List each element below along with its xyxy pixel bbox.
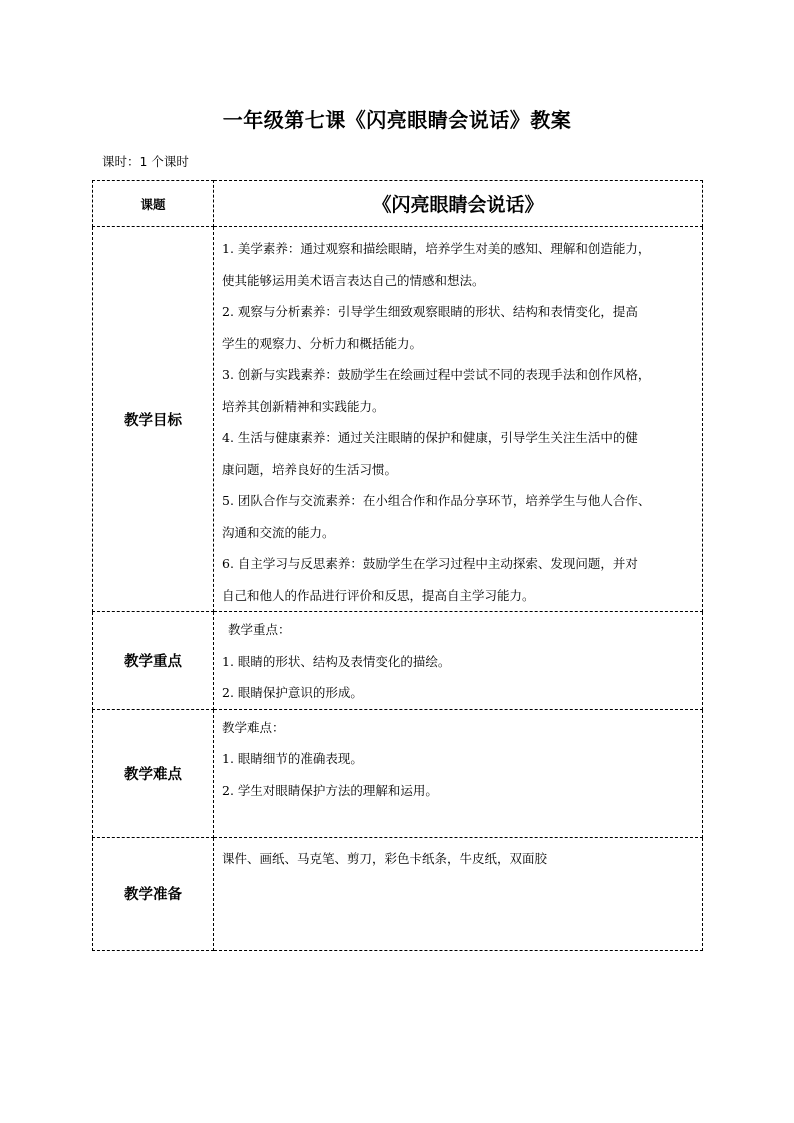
difficulties-label: 教学难点 <box>93 709 214 837</box>
objective-line: 沟通和交流的能力。 <box>222 524 335 540</box>
objective-line: 5. 团队合作与交流素养：在小组合作和作品分享环节，培养学生与他人合作、 <box>222 493 651 508</box>
document-title: 一年级第七课《闪亮眼睛会说话》教案 <box>222 108 572 132</box>
objective-line: 3. 创新与实践素养：鼓励学生在绘画过程中尝试不同的表现手法和创作风格， <box>222 367 651 382</box>
lesson-topic: 《闪亮眼睛会说话》 <box>372 194 544 216</box>
key-points-row <box>93 612 703 710</box>
topic-row <box>93 181 703 227</box>
objectives-content <box>214 227 703 612</box>
difficulties-row <box>93 709 703 837</box>
lesson-plan-table <box>92 180 703 951</box>
topic-cell <box>214 181 703 227</box>
key-points-label: 教学重点 <box>93 612 214 710</box>
objective-line: 6. 自主学习与反思素养：鼓励学生在学习过程中主动探索、发现问题，并对 <box>222 556 638 571</box>
objective-line: 4. 生活与健康素养：通过关注眼睛的保护和健康，引导学生关注生活中的健 <box>222 430 638 445</box>
objective-line: 使其能够运用美术语言表达自己的情感和想法。 <box>222 272 485 288</box>
difficulties-content <box>214 709 703 837</box>
topic-label: 课题 <box>93 181 214 227</box>
objective-line: 1. 美学素养：通过观察和描绘眼睛，培养学生对美的感知、理解和创造能力， <box>222 241 651 256</box>
objective-line: 康问题，培养良好的生活习惯。 <box>222 461 398 477</box>
objective-line: 学生的观察力、分析力和概括能力。 <box>222 335 423 351</box>
objectives-label: 教学目标 <box>93 227 214 612</box>
difficulty-item: 1. 眼睛细节的准确表现。 <box>222 751 363 766</box>
objective-line: 自己和他人的作品进行评价和反思，提高自主学习能力。 <box>222 587 535 603</box>
difficulties-heading: 教学难点： <box>222 719 285 735</box>
preparation-row <box>93 837 703 950</box>
objective-line: 培养其创新精神和实践能力。 <box>222 398 385 414</box>
difficulty-item: 2. 学生对眼睛保护方法的理解和运用。 <box>222 782 438 798</box>
class-duration: 课时：1 个课时 <box>102 154 189 169</box>
key-point-item: 2. 眼睛保护意识的形成。 <box>222 685 363 700</box>
objectives-row <box>93 227 703 612</box>
objective-line: 2. 观察与分析素养：引导学生细致观察眼睛的形状、结构和表情变化，提高 <box>222 304 638 319</box>
preparation-items: 课件、画纸、马克笔、剪刀，彩色卡纸条，牛皮纸，双面胶 <box>214 837 703 950</box>
preparation-label: 教学准备 <box>93 837 214 950</box>
key-point-item: 1. 眼睛的形状、结构及表情变化的描绘。 <box>222 653 451 669</box>
key-points-heading: 教学重点： <box>228 622 291 637</box>
key-points-content <box>214 612 703 710</box>
